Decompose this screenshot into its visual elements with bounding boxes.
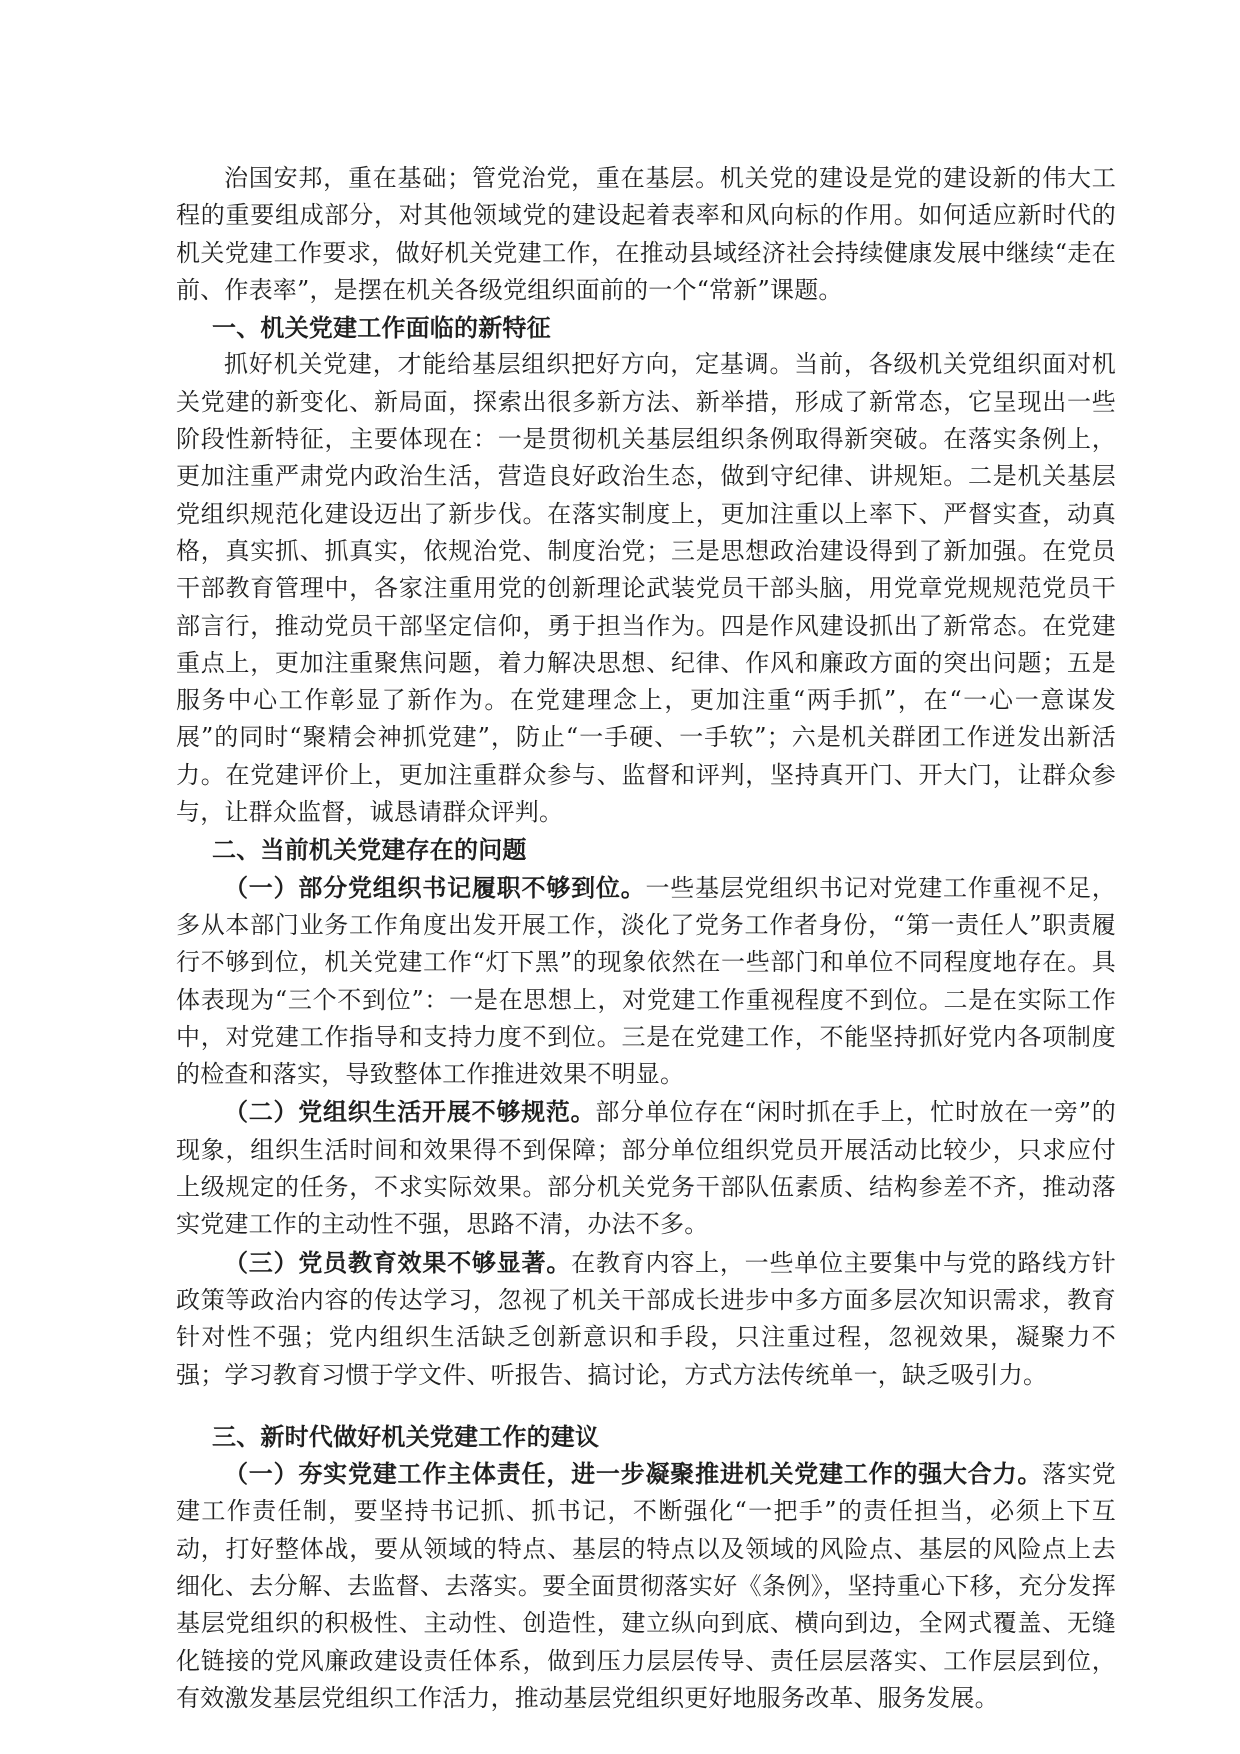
section-heading-2: 二、当前机关党建存在的问题 bbox=[212, 835, 527, 865]
section-2-item-2 bbox=[176, 1093, 1116, 1243]
item-text: 部分单位存在“闲时抓在手上，忙时放在一旁”的现象，组织生活时间和效果得不到保障；部分单位组织党员开展活动比较少，只求应付上级规定的任务，不求实际效果。部分机关党务干部队伍素质、结构参差不齐，推动落实党建工作的主动性不强，思路不清，办法不多。 bbox=[176, 1098, 1117, 1239]
section-heading-3: 三、新时代做好机关党建工作的建议 bbox=[212, 1421, 600, 1451]
document-page bbox=[176, 160, 1116, 1717]
section-2-item-3 bbox=[176, 1244, 1116, 1394]
section-2-item-1 bbox=[176, 869, 1116, 1094]
intro-paragraph: 治国安邦，重在基础；管党治党，重在基层。机关党的建设是党的建设新的伟大工程的重要组成部分，对其他领域党的建设起着表率和风向标的作用。如何适应新时代的机关党建工作要求，做好机关党建工作，在推动县域经济社会持续健康发展中继续“走在前、作表率”，是摆在机关各级党组织面前的一个“常新”课题。 bbox=[176, 164, 1116, 304]
section-3-item-1 bbox=[176, 1455, 1116, 1717]
item-text: 一些基层党组织书记对党建工作重视不足，多从本部门业务工作角度出发开展工作，淡化了党务工作者身份，“第一责任人”职责履行不够到位，机关党建工作“灯下黑”的现象依然在一些部门和单位不同程度地存在。具体表现为“三个不到位”：一是在思想上，对党建工作重视程度不到位。二是在实际工作中，对党建工作指导和支持力度不到位。三是在党建工作，不能坚持抓好党内各项制度的检查和落实，导致整体工作推进效果不明显。 bbox=[176, 873, 1116, 1089]
item-lead: （三）党员教育效果不够显著。 bbox=[224, 1247, 572, 1277]
paragraph-gap bbox=[176, 1394, 1116, 1418]
item-text: 在教育内容上，一些单位主要集中与党的路线方针政策等政治内容的传达学习，忽视了机关干部成长进步中多方面多层次知识需求，教育针对性不强；党内组织生活缺乏创新意识和手段，只注重过程，忽视效果，凝聚力不强；学习教育习惯于学文件、听报告、搞讨论，方式方法传统单一，缺乏吸引力。 bbox=[176, 1248, 1116, 1389]
item-lead: （二）党组织生活开展不够规范。 bbox=[224, 1097, 596, 1127]
item-lead: （一）部分党组织书记履职不够到位。 bbox=[224, 872, 646, 902]
section-1-paragraph: 抓好机关党建，才能给基层组织把好方向，定基调。当前，各级机关党组织面对机关党建的新变化、新局面，探索出很多新方法、新举措，形成了新常态，它呈现出一些阶段性新特征，主要体现在：一是贯彻机关基层组织条例取得新突破。在落实条例上，更加注重严肃党内政治生活，营造良好政治生态，做到守纪律、讲规矩。二是机关基层党组织规范化建设迈出了新步伐。在落实制度上，更加注重以上率下、严督实查，动真格，真实抓、抓真实，依规治党、制度治党；三是思想政治建设得到了新加强。在党员干部教育管理中，各家注重用党的创新理论武装党员干部头脑，用党章党规规范党员干部言行，推动党员干部坚定信仰，勇于担当作为。四是作风建设抓出了新常态。在党建重点上，更加注重聚焦问题，着力解决思想、纪律、作风和廉政方面的突出问题；五是服务中心工作彰显了新作为。在党建理念上，更加注重“两手抓”，在“一心一意谋发展”的同时“聚精会神抓党建”，防止“一手硬、一手软”；六是机关群团工作迸发出新活力。在党建评价上，更加注重群众参与、监督和评判，坚持真开门、开大门，让群众参与，让群众监督，诚恳请群众评判。 bbox=[176, 350, 1116, 827]
section-heading-1: 一、机关党建工作面临的新特征 bbox=[212, 313, 551, 343]
item-text: 落实党建工作责任制，要坚持书记抓、抓书记，不断强化“一把手”的责任担当，必须上下互动，打好整体战，要从领域的特点、基层的特点以及领域的风险点、基层的风险点上去细化、去分解、去监督、去落实。要全面贯彻落实好《条例》，坚持重心下移，充分发挥基层党组织的积极性、主动性、创造性，建立纵向到底、横向到边，全网式覆盖、无缝化链接的党风廉政建设责任体系，做到压力层层传导、责任层层落实、工作层层到位，有效激发基层党组织工作活力，推动基层党组织更好地服务改革、服务发展。 bbox=[176, 1460, 1116, 1712]
item-lead: （一）夯实党建工作主体责任，进一步凝聚推进机关党建工作的强大合力。 bbox=[224, 1459, 1043, 1489]
